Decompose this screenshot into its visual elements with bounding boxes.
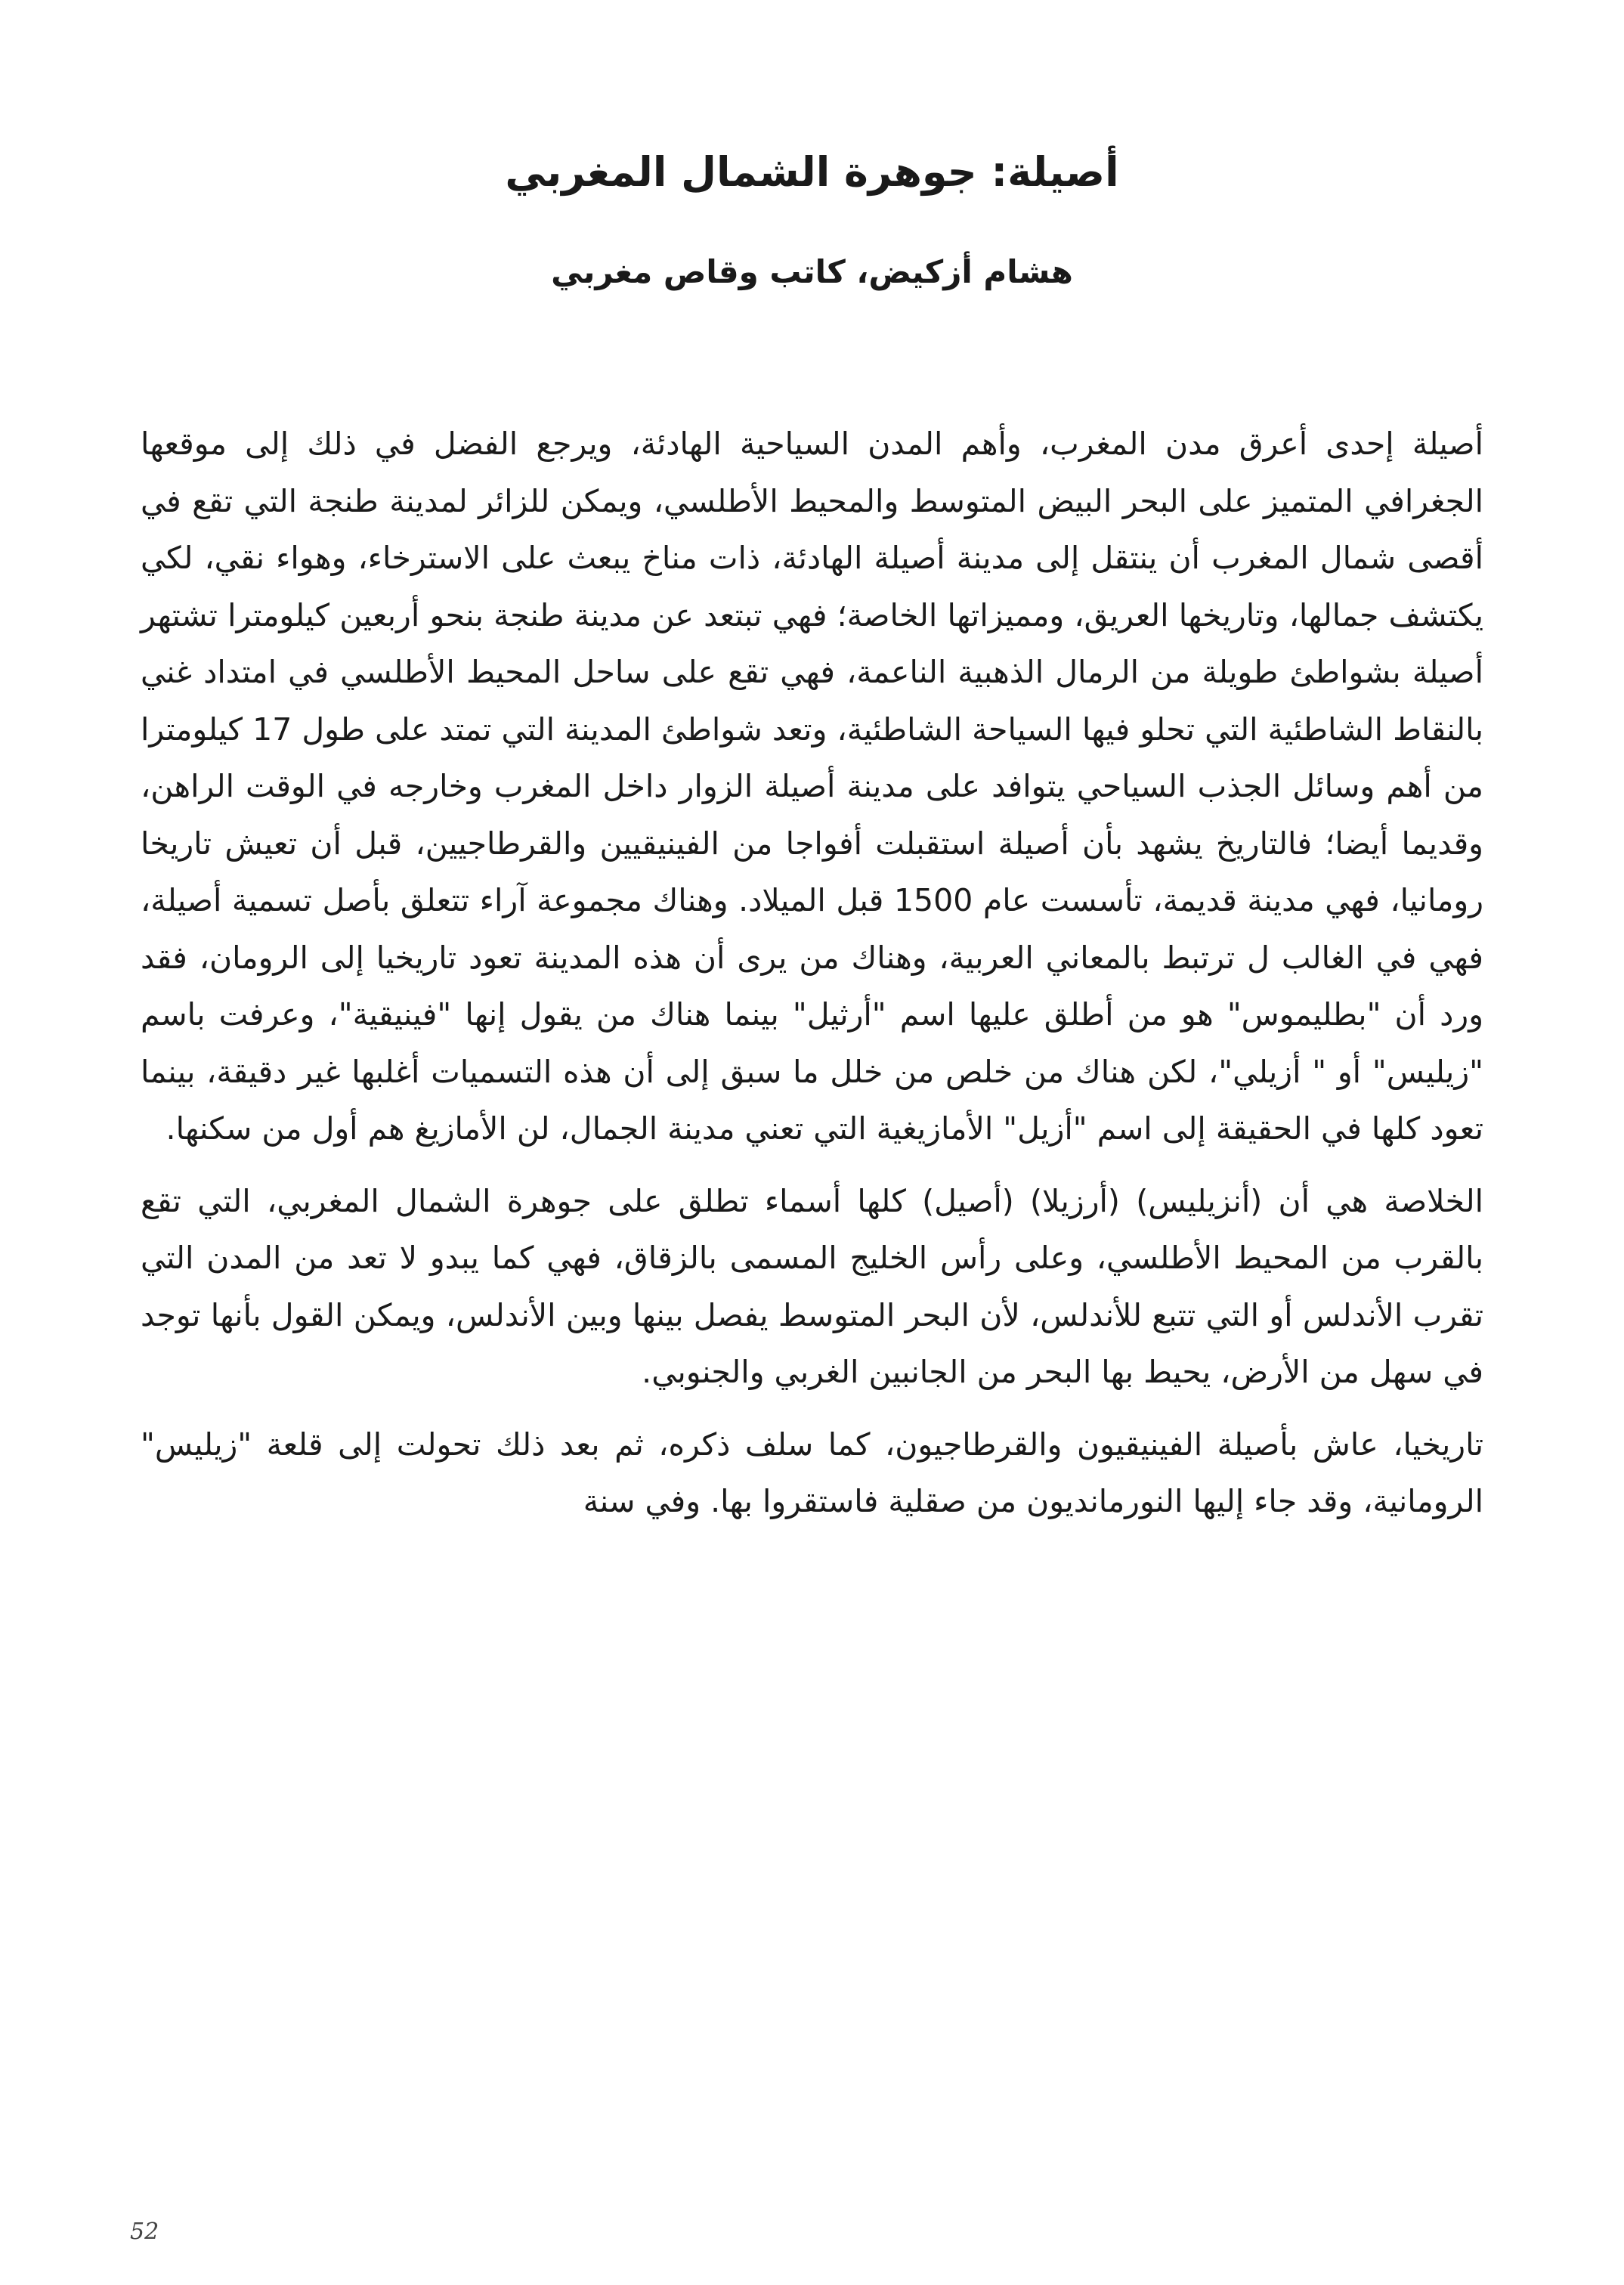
paragraph-2: الخلاصة هي أن (أنزيليس) (أرزيلا) (أصيل) كلها أسماء تطلق على جوهرة الشمال المغربي، التي تقع بالقرب من المحيط الأطلسي، وعلى رأس الخليج المسمى بالزقاق، فهي كما يبدو لا تعد من المدن التي تقرب الأندلس أو التي تتبع للأندلس، لأن البحر المتوسط يفصل بينها وبين الأندلس، ويمكن القول بأنها توجد في سهل من الأرض، يحيط بها البحر من الجانبين الغربي والجنوبي. bbox=[141, 1182, 1483, 1390]
article-body bbox=[141, 416, 1483, 1546]
page-number: 52 bbox=[130, 2218, 159, 2245]
article-title: أصيلة: جوهرة الشمال المغربي bbox=[505, 148, 1119, 196]
author-byline: هشام أزكيض، كاتب وقاص مغربي bbox=[551, 253, 1073, 290]
paragraph-1: أصيلة إحدى أعرق مدن المغرب، وأهم المدن السياحية الهادئة، ويرجع الفضل في ذلك إلى موقعها الجغرافي المتميز على البحر البيض المتوسط والمحيط الأطلسي، ويمكن للزائر لمدينة طنجة التي تقع في أقصى شمال المغرب أن ينتقل إلى مدينة أصيلة الهادئة، ذات مناخ يبعث على الاسترخاء، وهواء نقي، لكي يكتشف جمالها، وتاريخها العريق، ومميزاتها الخاصة؛ فهي تبتعد عن مدينة طنجة بنحو أربعين كيلومترا تشتهر أصيلة بشواطئ طويلة من الرمال الذهبية الناعمة، فهي تقع على ساحل المحيط الأطلسي في امتداد غني بالنقاط الشاطئية التي تحلو فيها السياحة الشاطئية، وتعد شواطئ المدينة التي تمتد على طول 17 كيلومترا من أهم وسائل الجذب السياحي يتوافد على مدينة أصيلة الزوار داخل المغرب وخارجه في الوقت الراهن، وقديما أيضا؛ فالتاريخ يشهد بأن أصيلة استقبلت أفواجا من الفينيقيين والقرطاجيين، قبل أن تعيش تاريخا رومانيا، فهي مدينة قديمة، تأسست عام 1500 قبل الميلاد. وهناك مجموعة آراء تتعلق بأصل تسمية أصيلة، فهي في الغالب ل ترتبط بالمعاني العربية، وهناك من يرى أن هذه المدينة تعود تاريخيا إلى الرومان، فقد ورد أن "بطليموس" هو من أطلق عليها اسم "أرثيل" بينما هناك من يقول إنها "فينيقية"، وعرفت باسم "زيليس" أو " أزيلي"، لكن هناك من خلص من خلل ما سبق إلى أن هذه التسميات أغلبها غير دقيقة، بينما تعود كلها في الحقيقة إلى اسم "أزيل" الأمازيغية التي تعني مدينة الجمال، لن الأمازيغ هم أول من سكنها. bbox=[141, 426, 1483, 1147]
paragraph-3: تاريخيا، عاش بأصيلة الفينيقيون والقرطاجيون، كما سلف ذكره، ثم بعد ذلك تحولت إلى قلعة "زيليس" الرومانية، وقد جاء إليها النورمانديون من صقلية فاستقروا بها. وفي سنة bbox=[141, 1426, 1483, 1519]
